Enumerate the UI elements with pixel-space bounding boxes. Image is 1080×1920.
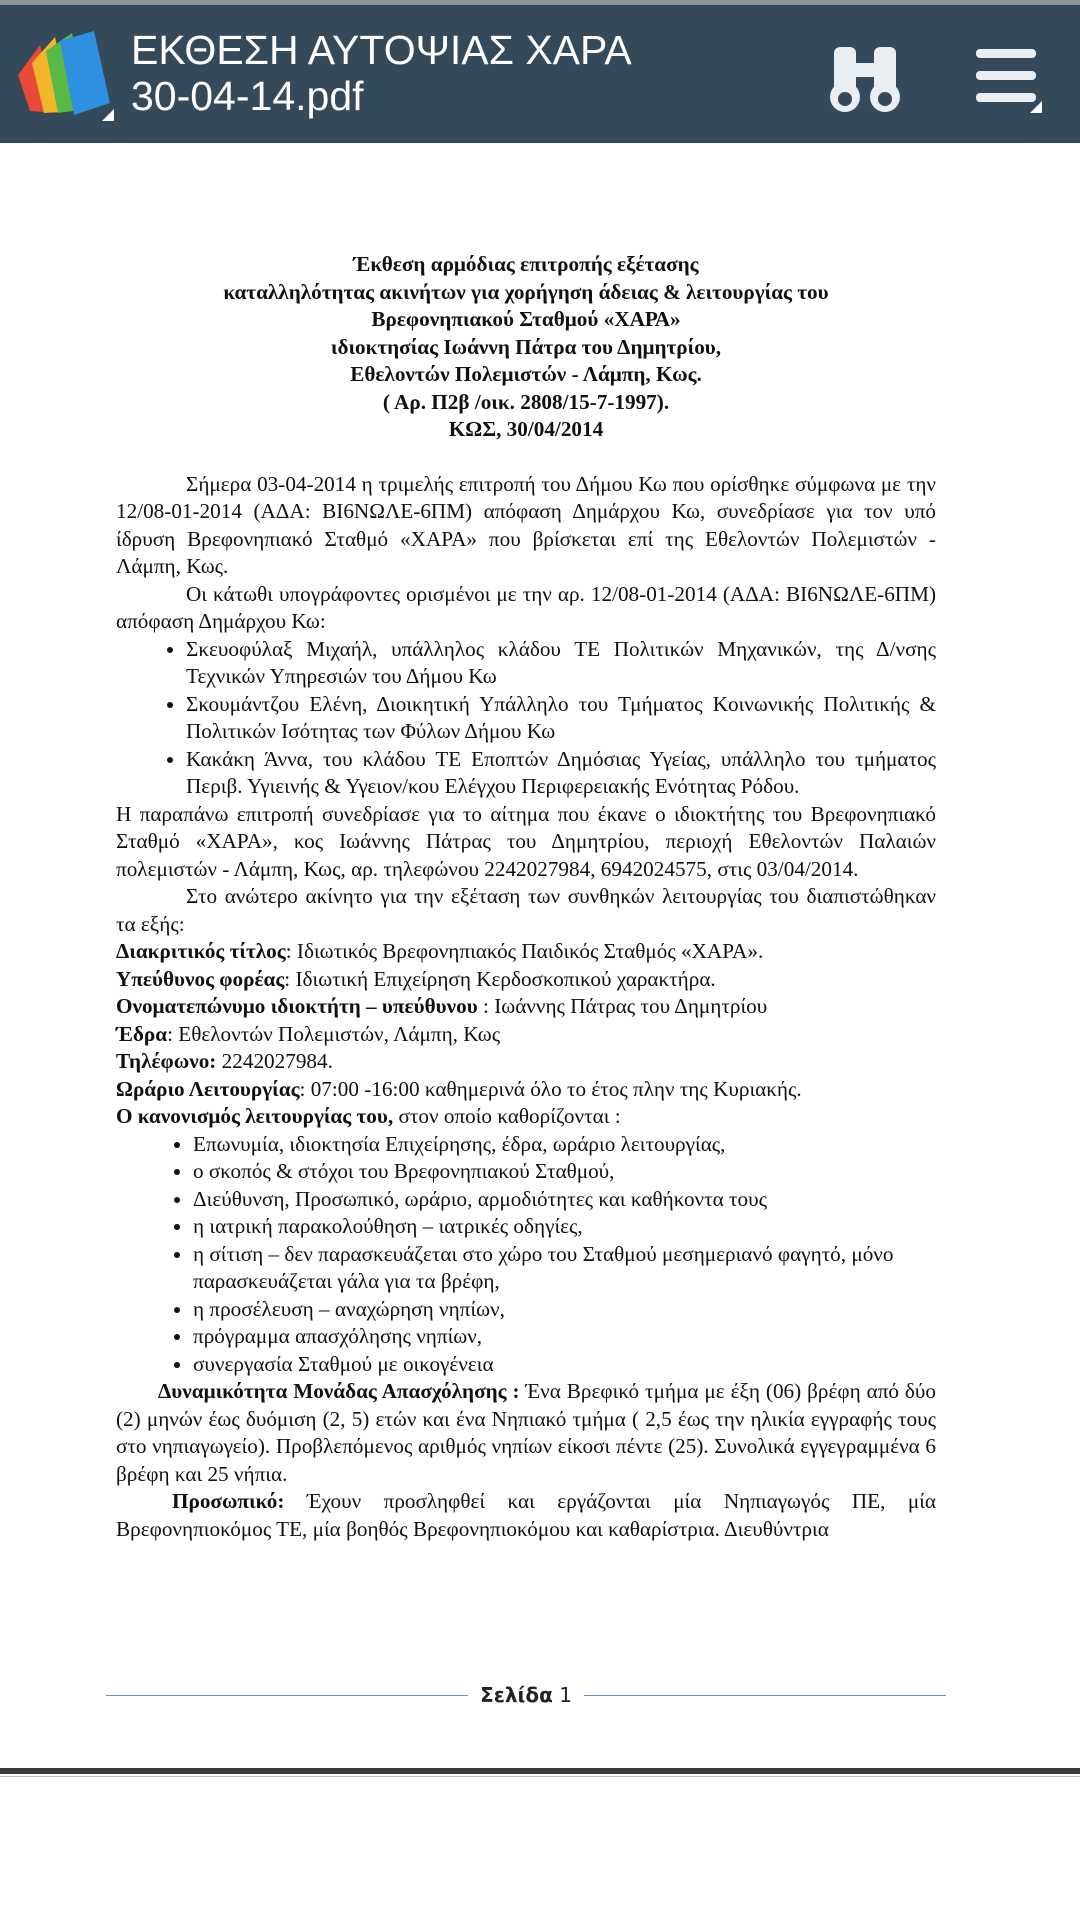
heading-line: ( Αρ. Π2β /οικ. 2808/15-7-1997).: [382, 389, 670, 414]
field-label: Ο κανονισμός λειτουργίας του,: [116, 1104, 394, 1128]
field-row: Έδρα: Εθελοντών Πολεμιστών, Λάμπη, Κως: [116, 1021, 501, 1046]
heading-line: καταλληλότητας ακινήτων για χορήγηση άδειας & λειτουργίας του: [223, 279, 829, 304]
heading-line: ιδιοκτησίας Ιωάννη Πάτρα του Δημητρίου,: [330, 334, 722, 359]
heading-line: ΚΩΣ, 30/04/2014: [448, 417, 604, 441]
list-item: • Διεύθυνση, Προσωπικό, ωράριο, αρμοδιότητες και καθήκοντα τους: [193, 1186, 936, 1214]
field-row: Υπεύθυνος φορέας: Ιδιωτική Επιχείρηση Κερδοσκοπικού χαρακτήρα.: [116, 966, 716, 991]
document-title: ΕΚΘΕΣΗ ΑΥΤΟΨΙΑΣ ΧΑΡΑ 30-04-14.pdf: [131, 27, 632, 119]
field-value: 07:00 -16:00 καθημερινά όλο το έτος πλην της Κυριακής.: [310, 1076, 802, 1101]
list-item: • η σίτιση – δεν παρασκευάζεται στο χώρο του Σταθμού μεσημεριανό φαγητό, μόνο παρασκευάζεται γάλα για τα βρέφη,: [193, 1241, 936, 1296]
field-label: Διακριτικός τίτλος: [116, 939, 286, 963]
list-item: • Σκευοφύλαξ Μιχαήλ, υπάλληλος κλάδου ΤΕ Πολιτικών Μηχανικών, της Δ/νσης Τεχνικών Υπηρεσιών του Δήμου Κω: [186, 636, 936, 691]
document-heading: [116, 251, 936, 444]
list-item: • συνεργασία Σταθμού με οικογένεια: [193, 1351, 936, 1379]
app-logo-icon[interactable]: [10, 25, 120, 125]
field-value: Εθελοντών Πολεμιστών, Λάμπη, Κως: [178, 1021, 501, 1046]
list-item: • η ιατρική παρακολούθηση – ιατρικές οδηγίες,: [193, 1213, 936, 1241]
list-item: • η προσέλευση – αναχώρηση νηπίων,: [193, 1296, 936, 1324]
list-item: • Κακάκη Άννα, του κλάδου ΤΕ Εποπτών Δημόσιας Υγείας, υπάλληλο του τμήματος Περιβ. Υγιεινής & Υγειον/κου Ελέγχου Περιφερειακής Ενότητας Ρόδου.: [186, 746, 936, 801]
field-row: Ωράριο Λειτουργίας: 07:00 -16:00 καθημερινά όλο το έτος πλην της Κυριακής.: [116, 1076, 802, 1101]
field-value: Ιδιωτική Επιχείρηση Κερδοσκοπικού χαρακτήρα.: [295, 966, 716, 991]
list-item: • πρόγραμμα απασχόλησης νηπίων,: [193, 1323, 936, 1351]
heading-line: Έκθεση αρμόδιας επιτροπής εξέτασης: [353, 252, 699, 276]
field-row: Ονοματεπώνυμο ιδιοκτήτη – υπεύθυνου : Ιωάννης Πάτρας του Δημητρίου: [116, 994, 768, 1018]
paragraph-findings: Στο ανώτερο ακίνητο για την εξέταση των συνθηκών λειτουργίας του διαπιστώθηκαν τα εξής:: [116, 884, 936, 936]
field-row: [116, 1103, 936, 1131]
binoculars-icon[interactable]: [826, 43, 904, 117]
pdf-page[interactable]: [0, 143, 1080, 1768]
field-value: 2242027984.: [221, 1049, 333, 1073]
heading-line: Εθελοντών Πολεμιστών - Λάμπη, Κως.: [350, 362, 702, 386]
field-label: Ωράριο Λειτουργίας: [116, 1076, 300, 1101]
field-label: Υπεύθυνος φορέας: [116, 966, 285, 991]
field-row: Διακριτικός τίτλος: Ιδιωτικός Βρεφονηπιακός Παιδικός Σταθμός «ΧΑΡΑ».: [116, 939, 764, 963]
staff-label: Προσωπικό:: [172, 1489, 285, 1513]
paragraph-capacity: [116, 1378, 936, 1488]
regulations-list: [116, 1131, 936, 1379]
heading-line: Βρεφονηπιακού Σταθμού «ΧΑΡΑ»: [371, 307, 681, 331]
paragraph-request: Η παραπάνω επιτροπή συνεδρίασε για το αίτημα που έκανε ο ιδιοκτήτης του Βρεφονηπιακό Σταθμό «ΧΑΡΑ», κος Ιωάννης Πάτρας του Δημητρίου, περιοχή Εθελοντών Παλαιών πολεμιστών - Λάμπη, Κως, αρ. τηλεφώνου 2242027984, 6942024575, στις 03/04/2014.: [116, 801, 936, 881]
next-page-area: [0, 1777, 1080, 1920]
paragraph-signatories: Οι κάτωθι υπογράφοντες ορισμένοι με την αρ. 12/08-01-2014 (ΑΔΑ: ΒΙ6ΝΩΛΕ-6ΠΜ) απόφαση Δημάρχου Κω:: [116, 581, 936, 633]
paragraph-intro: Σήμερα 03-04-2014 η τριμελής επιτροπή του Δήμου Κω που ορίσθηκε σύμφωνα με την 12/08-01-2014 (ΑΔΑ: ΒΙ6ΝΩΛΕ-6ΠΜ) απόφαση Δημάρχου Κω, συνεδρίασε για τον υπό ίδρυση Βρεφονηπιακό Σταθμό «ΧΑΡΑ» που βρίσκεται επί της Εθελοντών Πολεμιστών - Λάμπη, Κως.: [116, 471, 936, 578]
list-item: • Σκουμάντζου Ελένη, Διοικητική Υπάλληλο του Τμήματος Κοινωνικής Πολιτικής & Πολιτικών Ισότητας των Φύλων Δήμου Κω: [186, 691, 936, 746]
document-body: [116, 251, 936, 1543]
list-item: • Επωνυμία, ιδιοκτησία Επιχείρησης, έδρα, ωράριο λειτουργίας,: [193, 1131, 936, 1159]
paragraph-staff: [116, 1488, 936, 1543]
field-value: στον οποίο καθορίζονται :: [398, 1104, 621, 1128]
page-footer: [106, 1681, 946, 1709]
field-value: Ιωάννης Πάτρας του Δημητρίου: [494, 994, 768, 1018]
field-row: [116, 1048, 936, 1076]
capacity-text: Ένα Βρεφικό τμήμα με έξη (06) βρέφη από δύο (2) μηνών έως δυόμιση (2, 5) ετών και ένα Νηπιακό τμήμα ( 2,5 έως την ηλικία εγγραφής τους στο νηπιαγωγείο). Προβλεπόμενος αριθμός νηπίων είκοσι πέντε (25). Συνολικά εγγεγραμμένα 6 βρέφη και 25 νήπια.: [116, 1379, 936, 1486]
staff-text: Έχουν προσληφθεί και εργάζονται μία Νηπιαγωγός ΠΕ, μία Βρεφονηπιοκόμος ΤΕ, μία βοηθός Βρεφονηπιοκόμου και καθαρίστρια. Διευθύντρια: [116, 1489, 936, 1541]
app-bar: [0, 5, 1080, 143]
field-label: Τηλέφωνο:: [116, 1049, 217, 1073]
field-label: Έδρα: [116, 1021, 168, 1046]
page-number: Σελίδα 1: [480, 1683, 572, 1707]
field-label: Ονοματεπώνυμο ιδιοκτήτη – υπεύθυνου: [116, 994, 478, 1018]
page-separator: [0, 1768, 1080, 1774]
field-value: Ιδιωτικός Βρεφονηπιακός Παιδικός Σταθμός «ΧΑΡΑ».: [296, 939, 764, 963]
menu-icon[interactable]: [968, 39, 1046, 119]
list-item: • ο σκοπός & στόχοι του Βρεφονηπιακού Σταθμού,: [193, 1158, 936, 1186]
capacity-label: Δυναμικότητα Μονάδας Απασχόλησης :: [158, 1379, 520, 1403]
committee-members-list: [116, 636, 936, 801]
